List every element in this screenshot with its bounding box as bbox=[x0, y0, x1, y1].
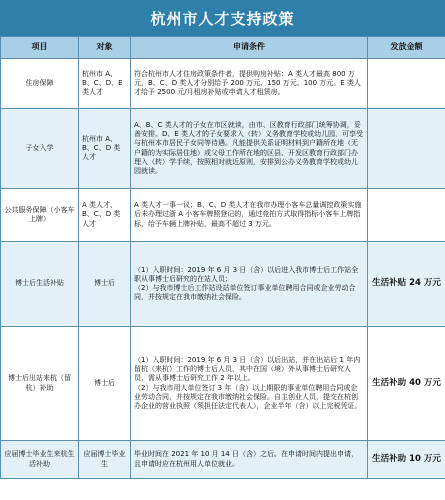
cell-object: 杭州市 A、B、C、D 类人才 bbox=[79, 109, 131, 189]
header-amount: 发放金额 bbox=[368, 37, 445, 59]
table-row-education bbox=[1, 109, 445, 189]
table-row-phd-graduate bbox=[1, 441, 445, 479]
cell-object: A 类人才、B、C、D 类人才 bbox=[79, 189, 131, 242]
cell-item: 子女入学 bbox=[1, 109, 79, 189]
cell-item: 公共服务保障（小客车上牌） bbox=[1, 189, 79, 242]
cell-amount bbox=[368, 189, 445, 242]
condition-line: （2）与我市博士后工作站设站单位签订事业单位聘用合同或企业劳动合同，并按规定在我市缴纳社会保险。 bbox=[134, 284, 356, 302]
condition-line: （1）入职时间：2019 年 6 月 3 日（含）以后进入我市博士后工作站全职从事博士后研究的在站人员； bbox=[134, 265, 359, 283]
cell-item: 应届博士毕业生来杭生活补助 bbox=[1, 441, 79, 479]
cell-amount: 生活补助 40 万元 bbox=[368, 327, 445, 441]
cell-item: 博士后生活补贴 bbox=[1, 242, 79, 327]
policy-table bbox=[0, 36, 445, 479]
cell-condition: 符合杭州市人才住房政策条件者，提供购房补贴：A 类人才最高 800 万元，B、C、D 类人才分别给予 200 万元、150 万元、100 万元。E 类人才给予 2500 元/月租房补贴或申请人才租赁房。 bbox=[131, 59, 368, 109]
cell-amount bbox=[368, 109, 445, 189]
cell-condition bbox=[131, 242, 368, 327]
header-object: 对象 bbox=[79, 37, 131, 59]
cell-object: 杭州市 A、B、C、D、E 类人才 bbox=[79, 59, 131, 109]
cell-amount bbox=[368, 59, 445, 109]
table-row-car-plate bbox=[1, 189, 445, 242]
cell-object: 应届博士毕业生 bbox=[79, 441, 131, 479]
page-title: 杭州市人才支持政策 bbox=[0, 0, 445, 36]
cell-amount: 生活补贴 24 万元 bbox=[368, 242, 445, 327]
cell-condition: 毕业时间在 2021 年 10 月 14 日（含）之后。在申请时间内提出申请，且申请时应在杭州用人单位就业。 bbox=[131, 441, 368, 479]
cell-item: 博士后出站来杭（留杭）补助 bbox=[1, 327, 79, 441]
cell-condition bbox=[131, 327, 368, 441]
table-row-postdoc-relocation bbox=[1, 327, 445, 441]
cell-condition: A、B、C 类人才的子女在市区就读，由市、区教育行政部门统筹协调，妥善安排。D、E 类人才的子女要求入（转）义务教育学校或幼儿园，可享受与杭州本市居民子女同等待遇。凡能提供关系证明材料到户籍所在地（无户籍的为实际居住地）或父母工作所在地的区县、开发区教育行政部门办理入（转）学手续，按照相对就近原则，安排到公办义务教育学校或幼儿园就读。 bbox=[131, 109, 368, 189]
header-item: 项目 bbox=[1, 37, 79, 59]
table-row-postdoc-subsidy bbox=[1, 242, 445, 327]
header-condition: 申请条件 bbox=[131, 37, 368, 59]
cell-object: 博士后 bbox=[79, 242, 131, 327]
cell-item: 住房保障 bbox=[1, 59, 79, 109]
condition-line: （1）入职时间：2019 年 6 月 3 日（含）以后出站，并在出站后 1 年内留杭（来杭）工作的博士后人员，其中在国（境）外从事博士后研究人员，需从事博士后研究工作 2 年以上。 bbox=[134, 355, 361, 383]
cell-condition: A 类人才一事一议；B、C、D 类人才在我市办理小客车总量调控政策实施后未办理过浙 A 小客车牌照登记的，通过竞拍方式取得指标小客车上牌指标，给予车辆上牌补贴，最高不超过 3 万元。 bbox=[131, 189, 368, 242]
cell-object: 博士后 bbox=[79, 327, 131, 441]
table-row-housing bbox=[1, 59, 445, 109]
condition-line: （2）与我市用人单位签订 3 年（含）以上期限的事业单位聘用合同或企业劳动合同，并按规定在我市缴纳社会保险。自主创业人员，提交在杭创办企业的营业执照（须担任法定代表人），企业半年（含）以上完税凭证。 bbox=[134, 383, 362, 410]
table-header-row bbox=[1, 37, 445, 59]
cell-amount: 生活补助 10 万元 bbox=[368, 441, 445, 479]
